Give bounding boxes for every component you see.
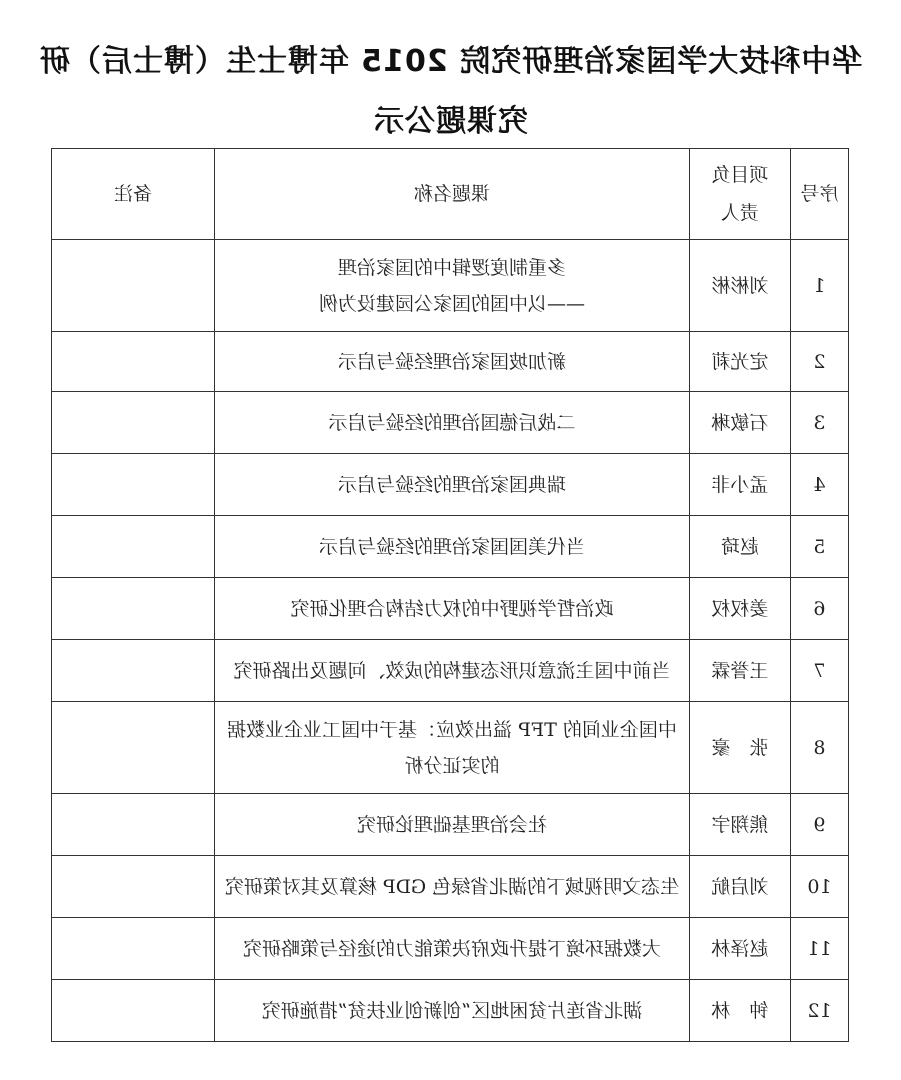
row-note	[52, 794, 215, 856]
row-topic-line: 多重制度逻辑中的国家治理	[338, 256, 567, 279]
row-note	[52, 702, 215, 794]
row-number: 7	[790, 640, 848, 702]
row-person: 姜权权	[689, 578, 790, 640]
header-note: 备注	[52, 149, 215, 240]
row-topic	[215, 454, 690, 516]
table-row	[52, 578, 849, 640]
row-number: 3	[790, 392, 848, 454]
row-topic-line: 瑞典国家治理的经验与启示	[338, 473, 567, 496]
header-topic: 课题名称	[215, 149, 690, 240]
row-number: 6	[790, 578, 848, 640]
row-topic-line: 社会治理基础理论研究	[357, 813, 548, 836]
table-row	[52, 980, 849, 1042]
header-person-line-2: 责人	[720, 202, 759, 224]
row-topic	[215, 702, 690, 794]
row-topic	[215, 578, 690, 640]
row-note	[52, 640, 215, 702]
row-note	[52, 856, 215, 918]
table-row	[52, 454, 849, 516]
row-topic-line: 的实证分析	[404, 754, 500, 777]
row-topic	[215, 392, 690, 454]
row-note	[52, 578, 215, 640]
topics-table	[51, 148, 849, 1042]
row-person: 孟小非	[689, 454, 790, 516]
row-note	[52, 980, 215, 1042]
row-topic-line: 当代美国国家治理的经验与启示	[319, 535, 586, 558]
document-title-line-1: 华中科技大学国家治理研究院 2015 年博士生（博士后）研	[38, 44, 863, 79]
row-topic-line: 大数据环境下提升政府决策能力的途径与策略研究	[243, 937, 662, 960]
row-person: 熊翔宇	[689, 794, 790, 856]
header-person-line-1: 项目负	[711, 164, 769, 186]
row-topic	[215, 240, 690, 332]
header-no: 序号	[790, 149, 848, 240]
row-topic	[215, 794, 690, 856]
row-note	[52, 454, 215, 516]
row-person: 赵琦	[689, 516, 790, 578]
row-number: 10	[790, 856, 848, 918]
row-number: 8	[790, 702, 848, 794]
row-topic	[215, 640, 690, 702]
row-person: 定光莉	[689, 332, 790, 392]
row-note	[52, 332, 215, 392]
row-number: 12	[790, 980, 848, 1042]
document-title-line-2: 究课题公示	[373, 104, 528, 139]
row-topic-line: 湖北省连片贫困地区“创新创业扶贫”措施研究	[261, 999, 643, 1022]
row-person: 刘彬彬	[689, 240, 790, 332]
row-topic-line: 新加坡国家治理经验与启示	[338, 350, 567, 373]
row-topic-line: 二战后德国治理的经验与启示	[328, 411, 576, 434]
row-topic-line: 生态文明视域下的湖北省绿色 GDP 核算及其对策研究	[224, 875, 680, 898]
row-note	[52, 240, 215, 332]
row-topic-line: 政治哲学视野中的权力结构合理化研究	[290, 597, 614, 620]
table-row	[52, 332, 849, 392]
row-person: 赵泽林	[689, 918, 790, 980]
row-topic	[215, 856, 690, 918]
row-person: 刘启航	[689, 856, 790, 918]
table-row	[52, 392, 849, 454]
table-row	[52, 516, 849, 578]
row-number: 2	[790, 332, 848, 392]
row-number: 5	[790, 516, 848, 578]
row-person: 王誉霖	[689, 640, 790, 702]
row-topic-line: 当前中国主流意识形态建构的成效、问题及出路研究	[233, 659, 671, 682]
row-number: 9	[790, 794, 848, 856]
row-person: 钟 林	[689, 980, 790, 1042]
row-number: 11	[790, 918, 848, 980]
row-number: 1	[790, 240, 848, 332]
header-person	[689, 149, 790, 240]
table-row	[52, 240, 849, 332]
table-row	[52, 918, 849, 980]
row-person: 石敏琳	[689, 392, 790, 454]
table-row	[52, 640, 849, 702]
row-topic	[215, 332, 690, 392]
row-note	[52, 516, 215, 578]
table-header-row	[52, 149, 849, 240]
table-row	[52, 856, 849, 918]
row-topic	[215, 918, 690, 980]
table-row	[52, 702, 849, 794]
row-note	[52, 918, 215, 980]
row-person: 张 豪	[689, 702, 790, 794]
table-row	[52, 794, 849, 856]
row-topic-line: 中国企业间的 TFP 溢出效应：基于中国工业企业数据	[227, 718, 677, 741]
row-note	[52, 392, 215, 454]
row-topic	[215, 980, 690, 1042]
row-topic-line: ——以中国的国家公园建设为例	[319, 292, 586, 315]
row-number: 4	[790, 454, 848, 516]
row-topic	[215, 516, 690, 578]
